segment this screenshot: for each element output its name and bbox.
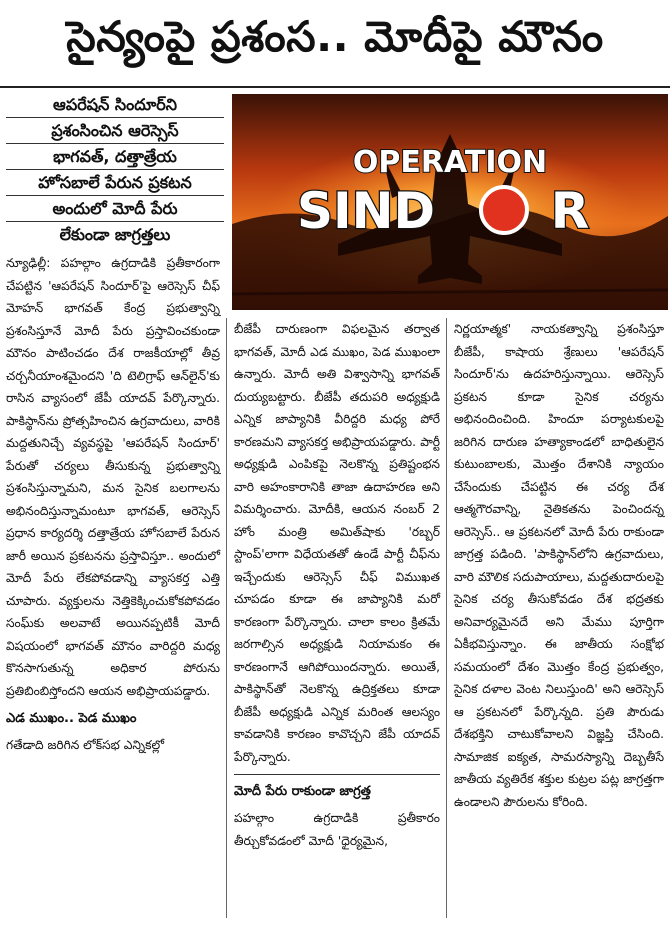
deck-line: ప్రశంసించిన ఆరెస్సెస్ (6, 118, 224, 144)
col1-paragraph: న్యూఢిల్లీ: పహల్గాం ఉగ్రదాడికి ప్రతీకారంగా చేపట్టిన 'ఆపరేషన్ సిందూర్'పై ఆరెస్సెస్ చీఫ్ మోహన్ భాగవత్ కేంద్ర ప్రభుత్వాన్ని ప్రశంసిస్తూనే మోదీ పేరు ప్రస్తావించకుండా మౌనం పాటించడం దేశ రాజకీయాల్లో తీవ్ర చర్చనీయాంశమైందని 'ది టెలిగ్రాఫ్ ఆన్‌లైన్'కు రాసిన వ్యాసంలో జేపీ యాదవ్ పేర్కొన్నారు. పాకిస్థాన్‌ను ప్రోత్సహించిన ఉగ్రవాదులు, వారికి మద్దతునిచ్చే వ్యవస్థపై 'ఆపరేషన్ సిందూర్' పేరుతో చర్యలు తీసుకున్న ప్రభుత్వాన్ని ప్రశంసిస్తున్నామని, మన సైనిక బలగాలను అభినందిస్తున్నామంటూ భాగవత్, ఆరెస్సెస్ ప్రధాన కార్యదర్శి దత్తాత్రేయ హోసబాలే పేరున జారీ అయిన ప్రకటనను ప్రస్తావిస్తూ.. అందులో మోదీ పేరు లేకపోవడాన్ని వ్యాసకర్త ఎత్తి చూపారు. వ్యక్తులను నెత్తికెక్కించుకోకపోవడం సంఘ్‌కు అలవాటే అయినప్పటికీ మోదీ విషయంలో భాగవత్ మౌనం వారిద్దరి మధ్య కొనసాగుతున్న అధికార పోరును ప్రతిబింబిస్తోందని ఆయన అభిప్రాయపడ్డారు. (6, 256, 220, 698)
jet-sunset-illustration (232, 94, 668, 310)
deck-line: అందులో మోదీ పేరు (6, 196, 224, 222)
deck-line: లేకుండా జాగ్రత్తలు (59, 225, 171, 244)
subhead-eda-mukham: ఎడ ముఖం.. పెడ ముఖం (6, 711, 137, 726)
image-title-line2-start: SIND (297, 182, 435, 240)
col3-paragraph: నిర్ణయాత్మక' నాయకత్వాన్ని ప్రశంసిస్తూ బీజేపీ, కాషాయ శ్రేణులు 'ఆపరేషన్ సిందూర్'ను ఉదహరిస్తున్నాయి. ఆరెస్సెస్ ప్రకటన కూడా సైనిక చర్యను అభినందించింది. హిందూ పర్యాటకులపై జరిగిన దారుణ హత్యాకాండలో బాధితులైన కుటుంబాలకు, మొత్తం దేశానికి న్యాయం చేసేందుకు చేపట్టిన ఈ చర్య దేశ ఆత్మగౌరవాన్ని, నైతికతను పెంచిందన్న ఆరెస్సెస్.. ఆ ప్రకటనలో మోదీ పేరు రాకుండా జాగ్రత్త పడింది. 'పాకిస్థాన్‌లోని ఉగ్రవాదులు, వారి మౌలిక సదుపాయాలు, మద్దతుదారులపై సైనిక చర్య తీసుకోవడం దేశ భద్రతకు అనివార్యమైనదే అని మేము పూర్తిగా ఏకీభవిస్తున్నాం. ఈ జాతీయ సంక్షోభ సమయంలో దేశం మొత్తం కేంద్ర ప్రభుత్వం, సైనిక దళాల వెంట నిలుస్తుంది' అని ఆరెస్సెస్ ఆ ప్రకటనలో పేర్కొన్నది. ప్రతి పౌరుడు దేశభక్తిని చాటుకోవాలని విజ్ఞప్తి చేసింది. సామాజిక ఐక్యత, సామరస్యాన్ని దెబ్బతీసే జాతీయ వ్యతిరేక శక్తుల కుట్రల పట్ల జాగ్రత్తగా ఉండాలని పౌరులను కోరింది. (454, 322, 664, 809)
image-title-line1: OPERATION (352, 145, 548, 180)
subhead-modi-peru: మోదీ పేరు రాకుండా జాగ్రత్త (234, 774, 440, 807)
sindoor-dot (481, 187, 527, 233)
deck-line: భాగవత్, దత్తాత్రేయ (6, 144, 224, 170)
headline: సైన్యంపై ప్రశంస.. మోదీపై మౌనం (66, 12, 604, 61)
operation-sindoor-photo (232, 94, 668, 310)
article-column-3 (454, 318, 664, 813)
image-title-line2-end: R (550, 182, 590, 240)
article-column-1 (6, 252, 220, 757)
col2-paragraph: బీజేపీ దారుణంగా విఫలమైన తర్వాత భాగవత్, మోదీ ఎడ ముఖం, పెడ ముఖంలా ఉన్నారు. మోదీ అతి విశ్వాసాన్ని భాగవత్ దుయ్యబట్టారు. బీజేపీ తదుపరి అధ్యక్షుడి ఎన్నిక జాప్యానికి వీరిద్దరి మధ్య పోరే కారణమని వ్యాసకర్త అభిప్రాయపడ్డారు. పార్టీ అధ్యక్షుడి ఎంపికపై నెలకొన్న ప్రతిష్టంభన వారి అహంకారానికి తాజా ఉదాహరణ అని విమర్శించారు. మోదీకి, ఆయన నంబర్ 2 హోం మంత్రి అమిత్‌షాకు 'రబ్బర్ స్టాంప్'లాగా విధేయతతో ఉండే పార్టీ చీఫ్‌ను ఇచ్చేందుకు ఆరెస్సెస్ చీఫ్ విముఖత చూపడం కూడా ఈ జాప్యానికి మరో కారణంగా పేర్కొన్నారు. చాలా కాలం క్రితమే జరగాల్సిన అధ్యక్షుడి నియామకం ఈ కారణంగానే ఆగిపోయిందన్నారు. అయితే, పాకిస్థాన్‌తో నెలకొన్న ఉద్రిక్తతలు కూడా బీజేపీ అధ్యక్షుడి ఎన్నిక మరింత ఆలస్యం కావడానికి కారణం కావొచ్చని జేపీ యాదవ్ పేర్కొన్నారు. (234, 322, 440, 764)
deck (6, 92, 224, 247)
col1-paragraph-2: గతేడాది జరిగిన లోక్‌సభ ఎన్నికల్లో (6, 738, 164, 752)
deck-line: ఆపరేషన్ సిందూర్‌ని (6, 92, 224, 118)
column-divider (446, 318, 447, 918)
deck-line: హోసబాలే పేరున ప్రకటన (6, 170, 224, 196)
col2-paragraph-2: పహల్గాం ఉగ్రదాడికి ప్రతీకారం తీర్చుకోవడంలో మోదీ 'ధైర్యమైన, (234, 811, 440, 848)
headline-rule (0, 86, 670, 88)
article-column-2 (234, 318, 440, 852)
column-divider (226, 318, 227, 918)
